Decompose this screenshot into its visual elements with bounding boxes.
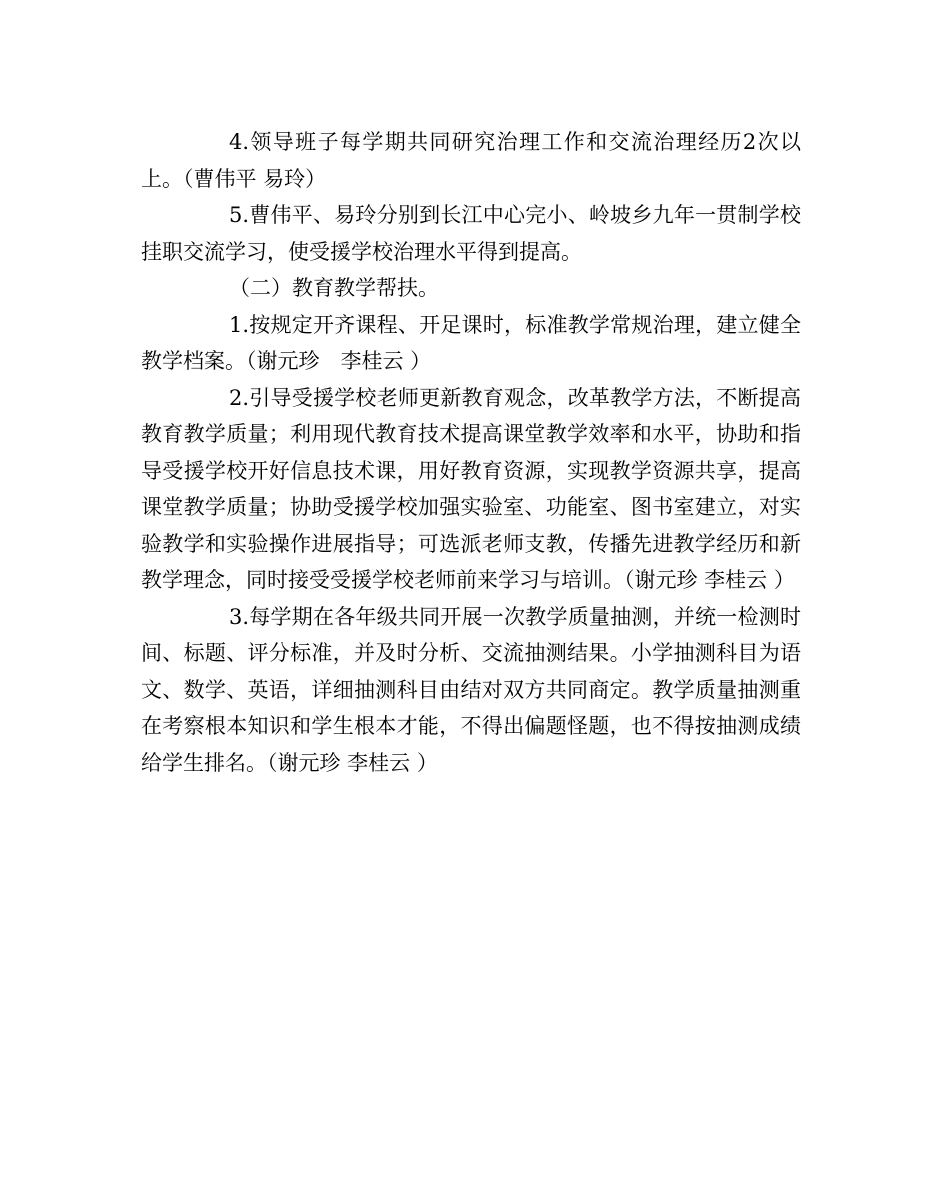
paragraph-item-3: 3.每学期在各年级共同开展一次教学质量抽测，并统一检测时间、标题、评分标准，并及时分析、交流抽测结果。小学抽测科目为语文、数学、英语，详细抽测科目由结对双方共同商定。教学质量抽测重在考察根本知识和学生根本才能，不得出偏题怪题，也不得按抽测成绩给学生排名。（谢元珍 李桂云 ） [141,604,801,775]
paragraph-item-5: 5.曹伟平、易玲分别到长江中心完小、岭坡乡九年一贯制学校挂职交流学习，使受援学校治理水平得到提高。 [141,203,801,264]
paragraph-item-4: 4.领导班子每学期共同研究治理工作和交流治理经历2次以上。（曹伟平 易玲） [141,130,801,191]
paragraph-item-1: 1.按规定开齐课程、开足课时，标准教学常规治理，建立健全教学档案。（谢元珍 李桂云 ） [141,312,801,373]
paragraph-item-2: 2.引导受援学校老师更新教育观念，改革教学方法，不断提高教育教学质量；利用现代教育技术提高课堂教学效率和水平，协助和指导受援学校开好信息技术课，用好教育资源，实现教学资源共享，提高课堂教学质量；协助受援学校加强实验室、功能室、图书室建立，对实验教学和实验操作进展指导；可选派老师支教，传播先进教学经历和新教学理念，同时接受受援学校老师前来学习与培训。（谢元珍 李桂云 ） [141,385,801,592]
section-heading-teaching-support: （二）教育教学帮扶。 [229,276,439,300]
document-body [141,124,801,781]
